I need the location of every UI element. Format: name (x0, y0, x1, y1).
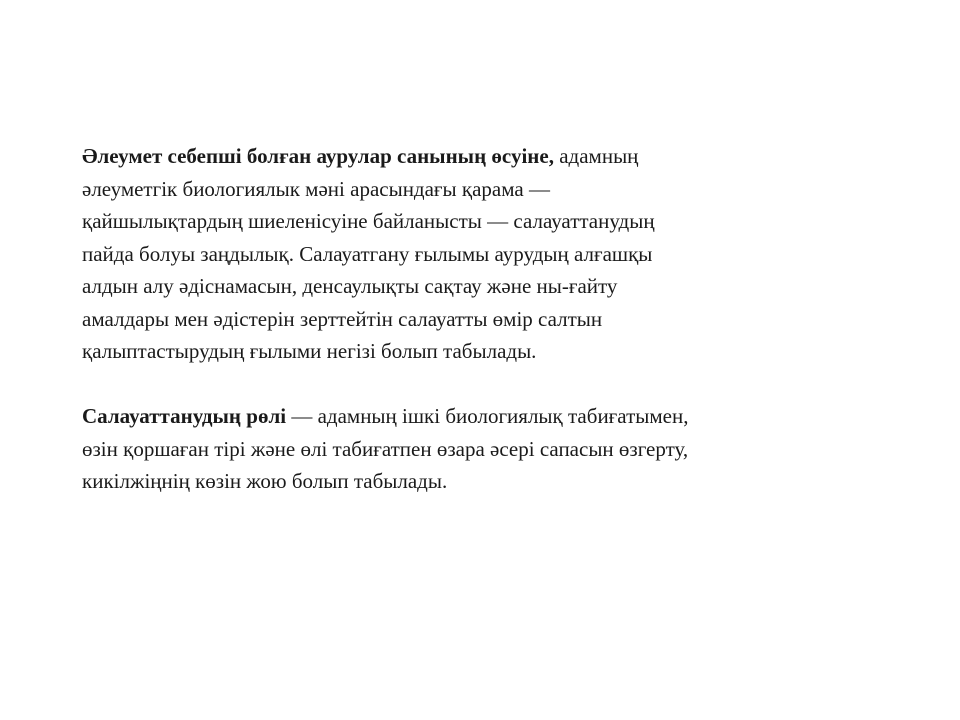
paragraph-1 (82, 140, 882, 368)
paragraph-2-line-2: өзін қоршаған тірі және өлі табиғатпен өзара әсері сапасын өзгерту, (82, 436, 689, 461)
paragraph-2-line-1-rest: — адамның ішкі биологиялық табиғатымен, (286, 404, 689, 428)
paragraph-1-line-1 (82, 140, 882, 173)
paragraph-spacer (82, 368, 882, 401)
paragraph-2-bold-lead: Салауаттанудың рөлі (82, 404, 287, 428)
paragraph-1-line-3: қайшылықтардың шиеленісуіне байланысты — салауаттанудың (82, 209, 655, 233)
paragraph-2-line-1 (82, 400, 882, 433)
paragraph-1-line-4: пайда болуы заңдылық. Салауатгану ғылымы аурудың алғашқы (82, 241, 653, 266)
paragraph-2 (82, 400, 882, 498)
text-block (82, 140, 882, 498)
paragraph-1-line-7: қалыптастырудың ғылыми негізі болып табылады. (82, 339, 537, 363)
paragraph-1-line-1-rest: адамның (553, 144, 639, 168)
paragraph-1-line-2: әлеуметгік биологиялык мәні арасындағы қарама — (82, 176, 550, 201)
paragraph-1-line-6: амалдары мен әдістерін зерттейтін салауатты өмір салтын (82, 306, 603, 331)
paragraph-1-line-5: алдын алу әдіснамасын, денсаулықты сақтау және ны-ғайту (82, 274, 618, 298)
paragraph-1-bold-lead: Әлеумет себепші болған аурулар санының өсуіне, (82, 144, 554, 168)
paragraph-2-line-3: кикілжіңнің көзін жою болып табылады. (82, 469, 448, 493)
